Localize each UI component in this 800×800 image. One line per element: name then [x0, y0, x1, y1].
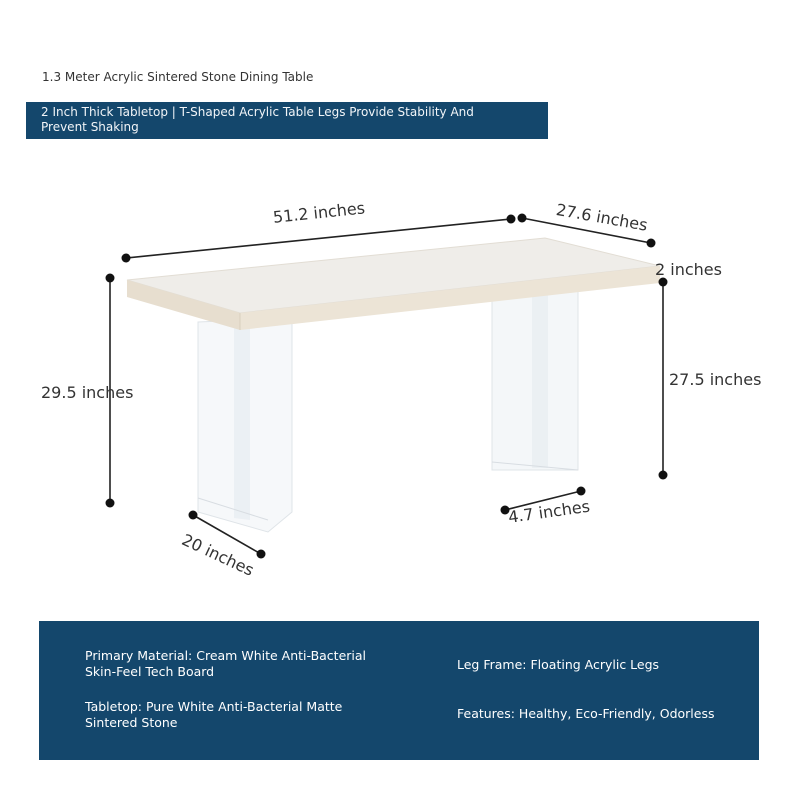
right-acrylic-leg: [492, 275, 578, 470]
width-label: 27.6 inches: [554, 200, 650, 235]
thickness-label: 2 inches: [655, 260, 722, 279]
leg-foot-label: 4.7 inches: [507, 496, 592, 527]
specs-panel: [39, 621, 759, 760]
total-height-label: 29.5 inches: [41, 383, 134, 402]
product-title: 1.3 Meter Acrylic Sintered Stone Dining Table: [42, 70, 314, 84]
leg-height-label: 27.5 inches: [669, 370, 762, 389]
tabletop: [127, 238, 660, 330]
leg-depth-label: 20 inches: [178, 530, 257, 580]
spec-tabletop: Tabletop: Pure White Anti-Bacterial Matte Sintered Stone: [85, 699, 343, 730]
spec-primary-material: Primary Material: Cream White Anti-Bacterial Skin-Feel Tech Board: [85, 648, 367, 679]
banner-text: 2 Inch Thick Tabletop | T-Shaped Acrylic Table Legs Provide Stability And Prevent Shaking: [41, 105, 474, 134]
spec-leg-frame: Leg Frame: Floating Acrylic Legs: [457, 657, 660, 672]
left-acrylic-leg: [198, 318, 292, 532]
spec-features: Features: Healthy, Eco-Friendly, Odorless: [457, 706, 715, 721]
length-label: 51.2 inches: [272, 198, 366, 227]
